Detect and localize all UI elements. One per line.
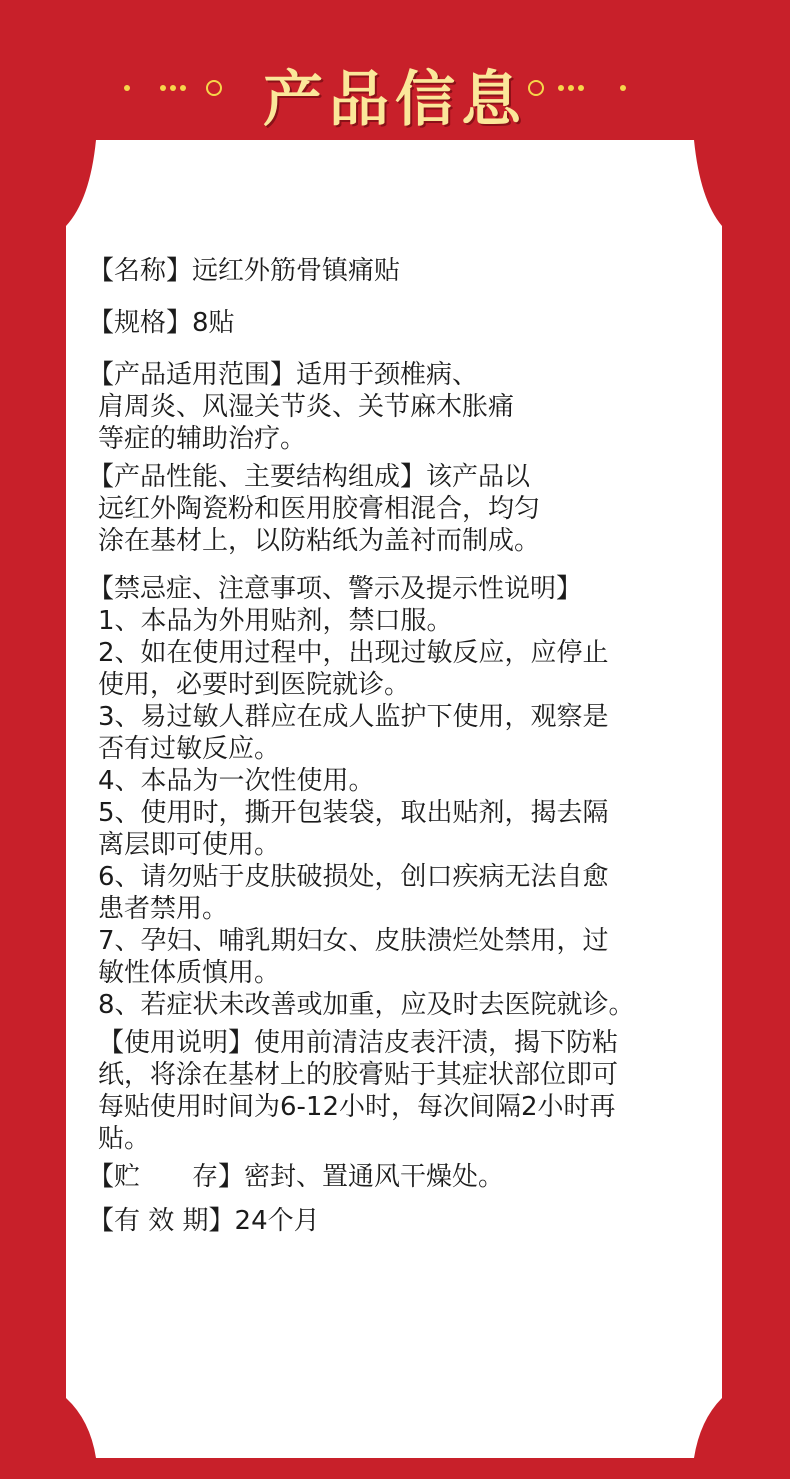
product-name: 【名称】远红外筋骨镇痛贴 (88, 256, 401, 286)
list-item: 8、若症状未改善或加重，应及时去医院就诊。 (98, 990, 635, 1020)
performance-line: 涂在基材上，以防粘纸为盖衬而制成。 (98, 526, 541, 556)
usage-line: 每贴使用时间为6-12小时，每次间隔2小时再 (98, 1092, 616, 1122)
usage-line: 贴。 (98, 1124, 151, 1154)
usage-line: 纸，将涂在基材上的胶膏贴于其症状部位即可 (98, 1060, 619, 1090)
warnings-title: 【禁忌症、注意事项、警示及提示性说明】 (88, 574, 583, 604)
dot-icon (620, 85, 626, 91)
dot-icon (558, 85, 564, 91)
list-item: 2、如在使用过程中，出现过敏反应，应停止 使用，必要时到医院就诊。 (98, 638, 609, 700)
list-item: 5、使用时，撕开包装袋，取出贴剂，揭去隔 离层即可使用。 (98, 798, 609, 860)
list-item: 1、本品为外用贴剂，禁口服。 (98, 606, 453, 636)
scope-line: 等症的辅助治疗。 (98, 424, 307, 454)
dot-icon (568, 85, 574, 91)
performance-line: 远红外陶瓷粉和医用胶膏相混合，均匀 (98, 494, 541, 524)
performance-line: 【产品性能、主要结构组成】该产品以 (88, 462, 531, 492)
product-info (88, 255, 728, 1253)
validity-info: 【有 效 期】24个月 (88, 1206, 320, 1236)
title-decoration-right (528, 78, 638, 98)
usage-line: 【使用说明】使用前清洁皮表汗渍，揭下防粘 (98, 1028, 619, 1058)
list-item: 7、孕妇、哺乳期妇女、皮肤溃烂处禁用，过 敏性体质慎用。 (98, 926, 609, 988)
header-banner (0, 0, 790, 140)
usage-section (88, 1027, 728, 1155)
list-item: 3、易过敏人群应在成人监护下使用，观察是 否有过敏反应。 (98, 702, 609, 764)
list-item: 4、本品为一次性使用。 (98, 766, 375, 796)
page-title: 产品信息 (263, 65, 527, 135)
storage-info: 【贮 存】密封、置通风干燥处。 (88, 1162, 505, 1192)
warnings-list (88, 605, 728, 1021)
ring-icon (528, 80, 544, 96)
performance-section (88, 461, 728, 557)
dot-icon (578, 85, 584, 91)
scope-line: 肩周炎、风湿关节炎、关节麻木胀痛 (98, 392, 515, 422)
scope-section (88, 359, 728, 455)
scope-line: 【产品适用范围】适用于颈椎病、 (88, 360, 479, 390)
warnings-section (88, 573, 728, 1021)
product-spec: 【规格】8贴 (88, 308, 235, 338)
list-item: 6、请勿贴于皮肤破损处，创口疾病无法自愈 患者禁用。 (98, 862, 609, 924)
